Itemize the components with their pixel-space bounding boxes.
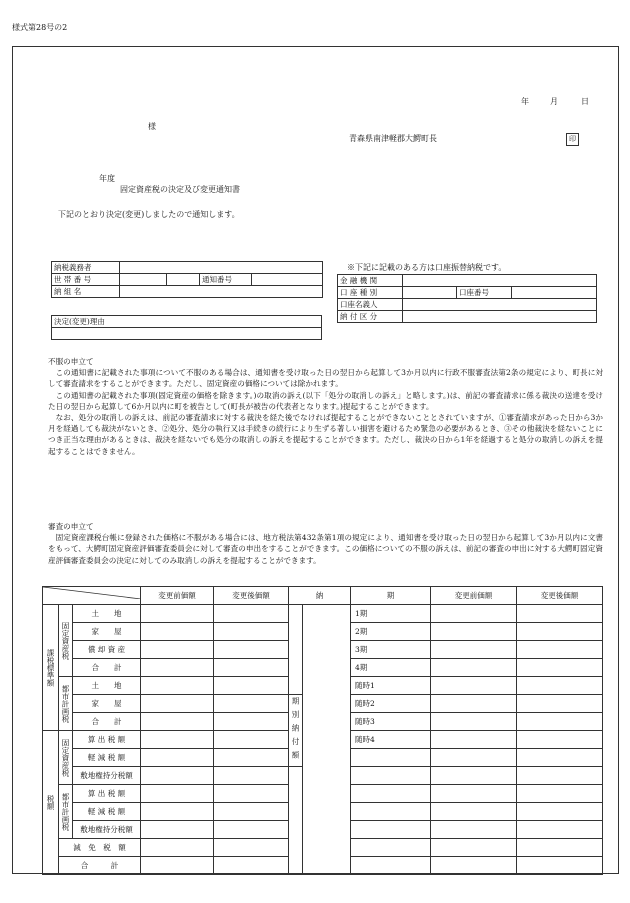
review-section (48, 521, 603, 566)
periodic-label: 期別納付額 (289, 695, 303, 767)
bank-note: ※下記に記載のある方は口座振替納税です。 (347, 263, 507, 272)
row-label: 軽 減 税 額 (73, 803, 141, 821)
period-before[interactable] (431, 731, 517, 749)
period-label: 4期 (351, 659, 431, 677)
period-after[interactable] (517, 605, 603, 623)
period-label (351, 857, 431, 875)
value-before[interactable] (141, 803, 214, 821)
row-label: 敷地権持分税額 (73, 767, 141, 785)
period-before[interactable] (431, 767, 517, 785)
period-before[interactable] (431, 677, 517, 695)
payment-blank-top (289, 605, 303, 695)
value-after[interactable] (214, 857, 289, 875)
period-after[interactable] (517, 677, 603, 695)
period-after[interactable] (517, 803, 603, 821)
review-heading: 審査の申立て (48, 522, 94, 531)
objection-section (48, 356, 603, 457)
period-before[interactable] (431, 623, 517, 641)
value-before[interactable] (141, 767, 214, 785)
group-standard-label: 課税標準額 (43, 605, 59, 731)
form-number: 様式第28号の2 (12, 23, 68, 32)
period-before[interactable] (431, 821, 517, 839)
period-label: 1期 (351, 605, 431, 623)
row-label: 敷地権持分税額 (73, 821, 141, 839)
value-before[interactable] (141, 641, 214, 659)
period-after[interactable] (517, 857, 603, 875)
value-before[interactable] (141, 713, 214, 731)
value-after[interactable] (214, 731, 289, 749)
period-after[interactable] (517, 785, 603, 803)
period-label (351, 821, 431, 839)
taxpayer-value[interactable] (120, 262, 323, 274)
household-label: 世 帯 番 号 (52, 274, 120, 286)
official-seal: 印 (566, 133, 579, 146)
holder-label: 口座名義人 (338, 299, 403, 311)
period-label (351, 803, 431, 821)
issuer-name: 青森県南津軽郡大鰐町長 (349, 134, 437, 143)
sub-fixed-label: 固定資産税 (59, 605, 73, 677)
review-p1: 固定資産課税台帳に登録された価格に不服がある場合には、地方税法第432条第1項の規定により、通知書を受け取った日の翌日から起算して3か月以内に文書をもって、大鰐町固定資産評価審査委員会に対して審査の申出をすることができます。この価格についての不服の訴えは、前記の審査の申出に対する大鰐町固定資産評価審査委員会の決定に対してのみ取消しの訴えを提起することができます。 (48, 533, 603, 565)
payment-blank-bottom (289, 767, 303, 875)
payment-class-value[interactable] (403, 311, 597, 323)
notice-no-label: 通知番号 (200, 274, 252, 286)
notice-no-value[interactable] (252, 274, 323, 286)
bank-table (337, 274, 597, 323)
objection-p3: なお、処分の取消しの訴えは、前記の審査請求に対する裁決を経た後でなければ提起することができないこととされていますが、①審査請求があった日から3か月を経過しても裁決がないとき、②処分、処分の執行又は手続きの続行により生ずる著しい損害を避けるため緊急の必要があるとき、③その他裁決を経ないことにつき正当な理由があるときは、裁決を経ないでも処分の取消しの訴えを提起することができます。ただし、裁決の日から1年を経過すると処分の取消しの訴えを提起することはできません。 (48, 413, 603, 456)
document-title: 固定資産税の決定及び変更通知書 (120, 185, 240, 194)
objection-heading: 不服の申立て (48, 357, 94, 366)
period-label: 随時1 (351, 677, 431, 695)
date-day: 日 (581, 97, 589, 106)
taxpayer-table (51, 261, 323, 298)
date-month: 月 (550, 97, 558, 106)
intro-text: 下記のとおり決定(変更)しましたので通知します。 (58, 210, 240, 219)
period-before[interactable] (431, 803, 517, 821)
value-after[interactable] (214, 605, 289, 623)
period-after[interactable] (517, 713, 603, 731)
period-after[interactable] (517, 623, 603, 641)
period-label (351, 785, 431, 803)
value-before[interactable] (141, 821, 214, 839)
period-after[interactable] (517, 821, 603, 839)
row-label: 合 計 (73, 659, 141, 677)
row-label: 合 計 (59, 857, 141, 875)
row-label: 減 免 税 額 (59, 839, 141, 857)
period-after[interactable] (517, 767, 603, 785)
row-label: 算 出 税 額 (73, 731, 141, 749)
row-label: 家 屋 (73, 623, 141, 641)
account-no-value[interactable] (512, 287, 597, 299)
household-extra[interactable] (167, 274, 200, 286)
tax-group-label: 納 組 名 (52, 286, 120, 298)
row-label: 家 屋 (73, 695, 141, 713)
header-payment: 納 (289, 587, 351, 605)
value-after[interactable] (214, 803, 289, 821)
reason-value[interactable] (52, 328, 322, 340)
payment-class-label: 納 付 区 分 (338, 311, 403, 323)
period-label (351, 767, 431, 785)
institution-label: 金 融 機 関 (338, 275, 403, 287)
header-period: 期 (351, 587, 431, 605)
value-after[interactable] (214, 785, 289, 803)
value-before[interactable] (141, 695, 214, 713)
value-before[interactable] (141, 677, 214, 695)
value-before[interactable] (141, 623, 214, 641)
value-before[interactable] (141, 839, 214, 857)
objection-p2: この通知書の記載された事項(固定資産の価格を除きます。)の取消の訴え(以下「処分の取消しの訴え」と略します。)は、前記の審査請求に係る裁決の送達を受けた日の翌日から起算して6か月以内に町を被告として(町長が被告の代表者となります。)提起することができます。 (48, 390, 603, 411)
fiscal-year: 年度 (99, 174, 115, 183)
value-after[interactable] (214, 695, 289, 713)
payment-blank-col (303, 605, 351, 875)
period-before[interactable] (431, 605, 517, 623)
household-value[interactable] (120, 274, 167, 286)
period-label: 3期 (351, 641, 431, 659)
period-after[interactable] (517, 749, 603, 767)
period-before[interactable] (431, 641, 517, 659)
group-tax-label: 税額 (43, 731, 59, 875)
row-label: 土 地 (73, 605, 141, 623)
value-before[interactable] (141, 785, 214, 803)
sub-fixed2-label: 固定資産税 (59, 731, 73, 785)
period-after[interactable] (517, 731, 603, 749)
row-label: 算 出 税 額 (73, 785, 141, 803)
reason-table (51, 315, 322, 340)
row-label: 償 却 資 産 (73, 641, 141, 659)
value-after[interactable] (214, 821, 289, 839)
account-type-value[interactable] (403, 287, 457, 299)
objection-p1: この通知書に記載された事項について不服のある場合は、通知書を受け取った日の翌日から起算して3か月以内に行政不服審査法第2条の規定により、町長に対して審査請求をすることができます。ただし、固定資産の価格については除かれます。 (48, 368, 603, 389)
value-after[interactable] (214, 659, 289, 677)
sub-city2-label: 都市計画税 (59, 785, 73, 839)
period-after[interactable] (517, 641, 603, 659)
institution-value[interactable] (403, 275, 597, 287)
header-after2: 変更後価額 (517, 587, 603, 605)
value-after[interactable] (214, 713, 289, 731)
value-after[interactable] (214, 641, 289, 659)
value-after[interactable] (214, 767, 289, 785)
header-before2: 変更前価額 (431, 587, 517, 605)
tax-group-value[interactable] (120, 286, 323, 298)
taxpayer-label: 納税義務者 (52, 262, 120, 274)
row-label: 合 計 (73, 713, 141, 731)
period-before[interactable] (431, 839, 517, 857)
addressee-suffix: 様 (148, 122, 156, 131)
period-label: 随時3 (351, 713, 431, 731)
header-diagonal (43, 587, 141, 605)
period-before[interactable] (431, 857, 517, 875)
value-after[interactable] (214, 623, 289, 641)
period-after[interactable] (517, 839, 603, 857)
period-label: 2期 (351, 623, 431, 641)
header-after: 変更後価額 (214, 587, 289, 605)
period-before[interactable] (431, 659, 517, 677)
value-after[interactable] (214, 839, 289, 857)
period-label: 随時4 (351, 731, 431, 749)
value-before[interactable] (141, 731, 214, 749)
period-label (351, 749, 431, 767)
value-after[interactable] (214, 677, 289, 695)
holder-value[interactable] (403, 299, 597, 311)
sub-city-label: 都市計画税 (59, 677, 73, 731)
period-label: 随時2 (351, 695, 431, 713)
row-label: 土 地 (73, 677, 141, 695)
value-after[interactable] (214, 749, 289, 767)
period-after[interactable] (517, 695, 603, 713)
account-no-label: 口座番号 (457, 287, 512, 299)
date-year: 年 (521, 97, 529, 106)
value-before[interactable] (141, 857, 214, 875)
period-before[interactable] (431, 785, 517, 803)
valuation-table (42, 586, 603, 875)
value-before[interactable] (141, 605, 214, 623)
period-before[interactable] (431, 749, 517, 767)
period-label (351, 839, 431, 857)
account-type-label: 口 座 種 別 (338, 287, 403, 299)
reason-label: 決定(変更)理由 (52, 316, 322, 328)
table-row (43, 605, 603, 623)
value-before[interactable] (141, 749, 214, 767)
period-before[interactable] (431, 695, 517, 713)
value-before[interactable] (141, 659, 214, 677)
period-before[interactable] (431, 713, 517, 731)
row-label: 軽 減 税 額 (73, 749, 141, 767)
period-after[interactable] (517, 659, 603, 677)
header-before: 変更前価額 (141, 587, 214, 605)
